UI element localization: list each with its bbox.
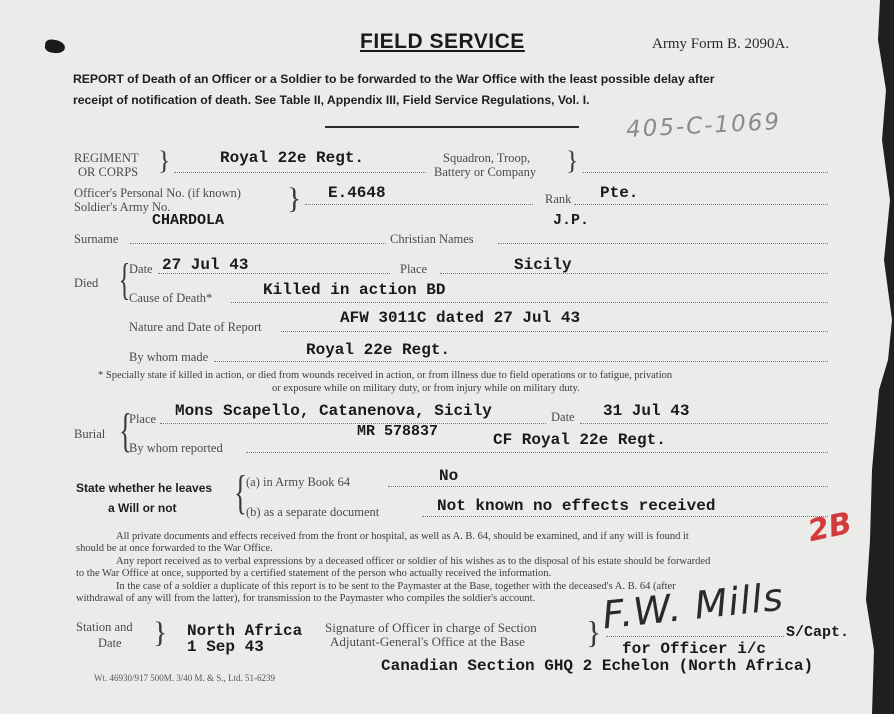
label-cause-of-death: Cause of Death* (129, 291, 213, 305)
label-station-date: Date (98, 636, 122, 650)
value-station-date: 1 Sep 43 (187, 638, 264, 656)
value-for-officer: for Officer i/c (622, 640, 767, 658)
value-station: North Africa (187, 622, 303, 640)
brace-will: { (234, 466, 247, 519)
footnote-line-2: or exposure while on military duty, or from injury while on military duty. (272, 383, 580, 394)
label-or-corps: OR CORPS (78, 165, 139, 179)
form-number: Army Form B. 2090A. (652, 36, 790, 52)
value-by-whom-reported: CF Royal 22e Regt. (493, 431, 666, 449)
value-will-army-book: No (439, 467, 459, 485)
label-signature-office: Adjutant-General's Office at the Base (330, 634, 525, 649)
value-by-whom-made: Royal 22e Regt. (306, 341, 451, 359)
form-title: FIELD SERVICE (360, 30, 525, 53)
file-number: 405-C-1069 (625, 108, 782, 144)
label-battery: Battery or Company (434, 165, 537, 179)
brace-signature: } (586, 614, 602, 650)
label-officer-personal-no: Officer's Personal No. (if known) (74, 186, 241, 200)
form-subtitle-line-1: REPORT of Death of an Officer or a Soldier to be forwarded to the War Office with the least possible delay after (73, 72, 715, 86)
label-nature-date-report: Nature and Date of Report (129, 320, 262, 334)
instructions-line-3: Any report received as to verbal expressions by a deceased officer or soldier of his wishes as to the disposal of his estate should be forwarded (116, 556, 711, 567)
label-burial-place: Place (129, 412, 157, 426)
label-will-army-book: (a) in Army Book 64 (246, 475, 351, 489)
print-info: Wt. 46930/917 500M. 3/40 M. & S., Ltd. 51-6239 (94, 673, 276, 683)
instructions-line-5: In the case of a soldier a duplicate of this report is to be sent to the Paymaster at the Base, together with the deceased's A. B. 64 (after (116, 581, 676, 592)
brace-station: } (153, 616, 168, 649)
label-state-whether-will-2: a Will or not (108, 501, 177, 515)
instructions-line-4: to the War Office at once, supported by a certified statement of the person who actually received the information. (76, 568, 552, 579)
value-died-place: Sicily (514, 256, 572, 274)
value-rank: Pte. (600, 184, 639, 202)
label-burial-date: Date (551, 410, 575, 424)
instructions-line-2: should be at once forwarded to the War Office. (76, 543, 273, 554)
label-regiment: REGIMENT (74, 151, 139, 165)
label-burial: Burial (74, 427, 106, 441)
brace-burial: { (119, 404, 132, 457)
value-burial-date: 31 Jul 43 (603, 402, 690, 420)
label-died-date: Date (129, 262, 153, 276)
label-by-whom-made: By whom made (129, 350, 209, 364)
value-nature-date-report: AFW 3011C dated 27 Jul 43 (340, 309, 581, 327)
brace-personal-no: } (287, 182, 302, 215)
value-surname: CHARDOLA (152, 212, 225, 229)
brace-squadron: } (566, 146, 579, 175)
label-signature-officer: Signature of Officer in charge of Section (325, 620, 537, 635)
value-map-reference: MR 578837 (357, 423, 439, 440)
brace-regiment: } (158, 146, 171, 175)
value-burial-place: Mons Scapello, Catanenova, Sicily (175, 402, 492, 420)
officer-signature: F.W. Mills (600, 574, 786, 638)
label-station: Station and (76, 620, 133, 634)
value-cause-of-death: Killed in action BD (263, 281, 446, 299)
value-died-date: 27 Jul 43 (162, 256, 249, 274)
label-soldier-army-no: Soldier's Army No. (74, 200, 171, 214)
label-squadron: Squadron, Troop, (443, 151, 531, 165)
value-christian-names: J.P. (553, 212, 590, 229)
brace-died: { (118, 255, 131, 304)
value-signature-rank: S/Capt. (786, 624, 850, 641)
value-army-no: E.4648 (328, 184, 386, 202)
value-regiment: Royal 22e Regt. (220, 149, 365, 167)
label-will-separate: (b) as a separate document (246, 505, 380, 519)
label-surname: Surname (74, 232, 119, 246)
value-will-separate: Not known no effects received (437, 497, 716, 515)
label-died: Died (74, 276, 99, 290)
label-rank: Rank (545, 192, 572, 206)
label-by-whom-reported: By whom reported (129, 441, 223, 455)
label-state-whether-will-1: State whether he leaves (76, 481, 213, 495)
instructions-line-1: All private documents and effects received from the front or hospital, as well as A. B. 64, should be examined, and if any will is found it (116, 531, 689, 542)
instructions-line-6: withdrawal of any will from the latter), for transmission to the Paymaster who compiles the soldier's account. (76, 593, 536, 604)
form-subtitle-line-2: receipt of notification of death. See Table II, Appendix III, Field Service Regulations, Vol. I. (73, 93, 590, 107)
value-section: Canadian Section GHQ 2 Echelon (North Africa) (381, 657, 814, 675)
footnote-line-1: * Specially state if killed in action, or died from wounds received in action, or from illness due to field operations or to fatigue, privation (98, 370, 673, 381)
label-died-place: Place (400, 262, 428, 276)
label-christian-names: Christian Names (390, 232, 474, 246)
red-pencil-mark: 2B (804, 505, 855, 550)
